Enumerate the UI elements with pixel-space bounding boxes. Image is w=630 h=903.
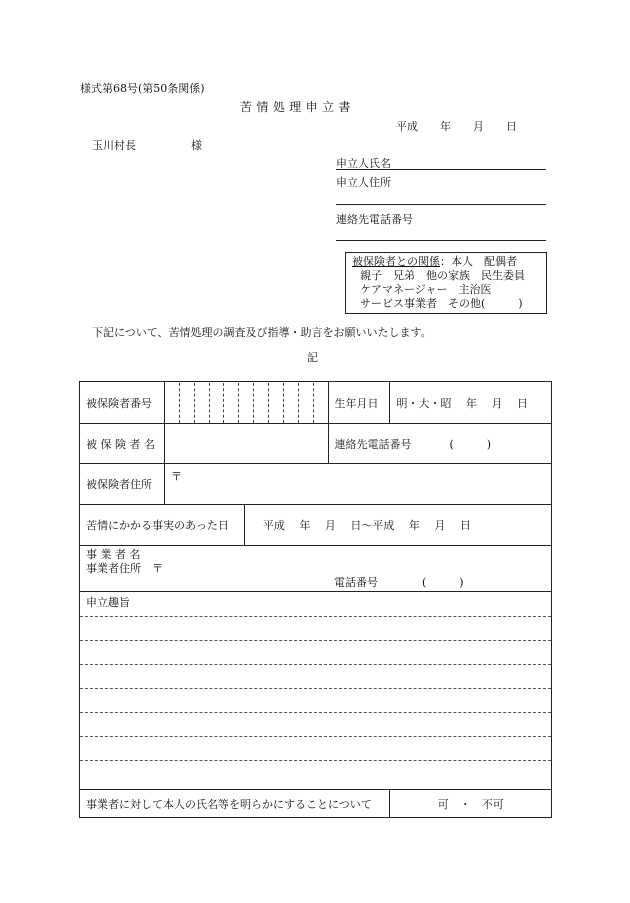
relation-option-line3[interactable]: ケアマネージャー 主治医 <box>360 283 492 296</box>
relation-label: 被保険者との関係 <box>352 255 440 268</box>
purpose-line[interactable] <box>80 688 551 712</box>
fact-date-label: 苦情にかかる事実のあった日 <box>80 505 245 546</box>
relation-option-line2[interactable]: 親子 兄弟 他の家族 民生委員 <box>360 269 525 282</box>
applicant-phone-field[interactable] <box>336 228 546 241</box>
purpose-line[interactable] <box>80 760 551 789</box>
fact-date-field[interactable]: 平成 年 月 日～平成 年 月 日 <box>244 505 551 546</box>
purpose-line[interactable] <box>80 640 551 664</box>
postal-mark: 〒 <box>170 470 182 483</box>
insured-number-field[interactable] <box>164 382 328 424</box>
applicant-address-label: 申立人住所 <box>336 176 391 189</box>
purpose-line[interactable] <box>80 736 551 760</box>
relation-option-line4[interactable]: サービス事業者 その他( ) <box>360 297 523 310</box>
insured-number-label: 被保険者番号 <box>80 382 165 424</box>
applicant-address-field[interactable] <box>336 192 546 205</box>
provider-section[interactable] <box>80 546 552 592</box>
provider-phone-value: ( ) <box>422 576 464 589</box>
provider-phone-label: 電話番号 <box>334 576 378 589</box>
ki-mark: 記 <box>307 351 318 364</box>
relation-option-line1[interactable]: ：本人 配偶者 <box>440 255 517 268</box>
applicant-name-field[interactable] <box>336 155 546 170</box>
purpose-line[interactable] <box>80 616 551 640</box>
complaint-form-table <box>79 381 552 818</box>
contact-phone-value: ( ) <box>449 437 492 451</box>
provider-name-label: 事 業 者 名 <box>86 548 141 561</box>
purpose-section[interactable] <box>80 592 552 790</box>
form-number: 様式第68号(第50条関係) <box>80 82 205 95</box>
document-title: 苦 情 処 理 申 立 書 <box>240 100 351 114</box>
insured-address-label: 被保険者住所 <box>80 464 165 505</box>
insured-name-label: 被 保 険 者 名 <box>80 424 165 464</box>
request-text: 下記について、苦情処理の調査及び指導・助言をお願いいたします。 <box>92 326 432 339</box>
purpose-line[interactable] <box>80 664 551 688</box>
applicant-name-label: 申立人氏名 <box>336 157 391 170</box>
disclose-label: 事業者に対して本人の氏名等を明らかにすることについて <box>80 790 390 818</box>
birth-field[interactable]: 明・大・昭 年 月 日 <box>390 382 552 424</box>
insured-address-field[interactable] <box>164 464 551 505</box>
contact-phone-label: 連絡先電話番号 <box>334 437 412 451</box>
purpose-label: 申立趣旨 <box>86 596 130 609</box>
provider-postal-mark: 〒 <box>152 562 163 575</box>
insured-name-field[interactable] <box>164 424 328 464</box>
disclose-choice[interactable]: 可 ・ 不可 <box>390 790 552 818</box>
contact-phone-field[interactable] <box>328 424 552 464</box>
addressee: 玉川村長 様 <box>92 139 202 152</box>
birth-label: 生年月日 <box>328 382 390 424</box>
relation-box <box>345 252 547 314</box>
provider-address-label: 事業者住所 <box>86 562 141 575</box>
applicant-phone-label: 連絡先電話番号 <box>336 213 413 226</box>
purpose-line[interactable] <box>80 712 551 736</box>
submission-date: 平成 年 月 日 <box>396 120 517 133</box>
